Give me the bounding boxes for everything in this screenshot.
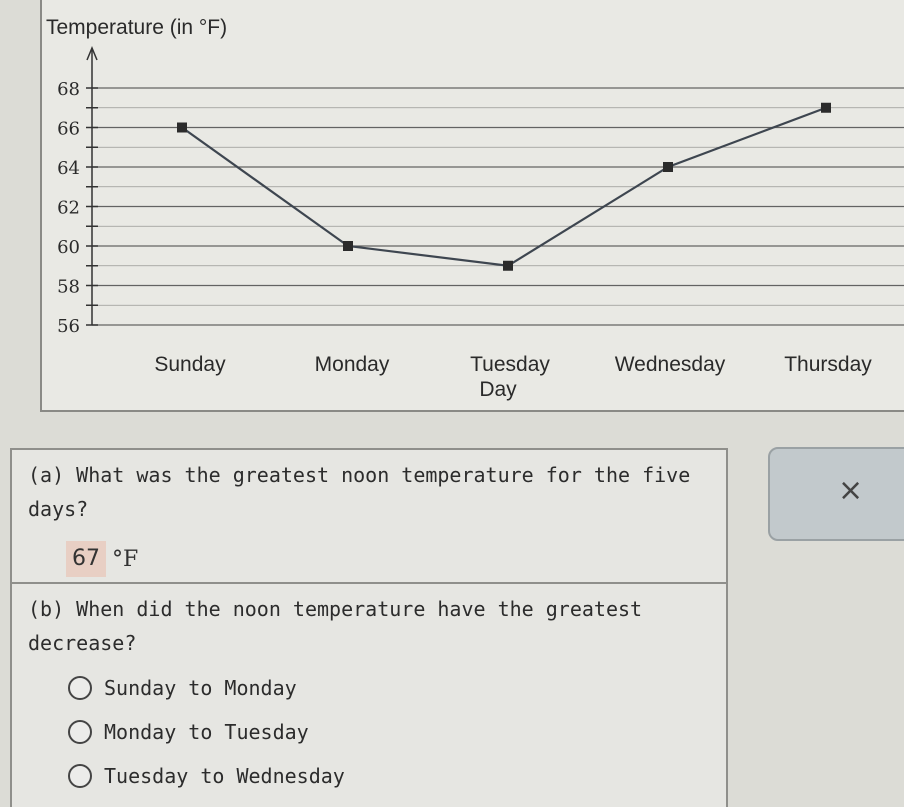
question-panel: [10, 448, 728, 807]
x-tick-label: Thursday: [784, 353, 872, 376]
close-icon[interactable]: ×: [838, 473, 864, 508]
radio-button[interactable]: [68, 764, 92, 788]
radio-button[interactable]: [68, 720, 92, 744]
side-widget[interactable]: [768, 447, 904, 541]
y-tick-label: 66: [57, 118, 80, 140]
option-sunday-to-monday[interactable]: [68, 676, 297, 700]
data-point-wednesday: [663, 162, 673, 172]
radio-button[interactable]: [68, 676, 92, 700]
chart-title: Temperature (in °F): [46, 16, 228, 39]
y-tick-label: 56: [57, 316, 80, 337]
divider: [12, 582, 726, 584]
answer-row: [66, 540, 138, 578]
option-tuesday-to-wednesday[interactable]: [68, 764, 345, 788]
option-label: Tuesday to Wednesday: [104, 764, 345, 788]
data-point-thursday: [821, 103, 831, 113]
y-tick-label: 64: [57, 158, 80, 179]
x-tick-label: Tuesday: [470, 353, 550, 376]
question-b-text: (b) When did the noon temperature have the greatest: [28, 597, 643, 621]
x-tick-label: Wednesday: [614, 353, 726, 376]
y-tick-label: 60: [57, 237, 80, 258]
option-monday-to-tuesday[interactable]: [68, 720, 309, 744]
x-axis-label: Day: [479, 378, 517, 401]
option-label: Sunday to Monday: [104, 676, 297, 700]
question-a-text: (a) What was the greatest noon temperature for the five: [28, 463, 691, 487]
question-a-text-continued: days?: [28, 497, 89, 521]
answer-input[interactable]: 67: [66, 541, 106, 577]
option-label: Monday to Tuesday: [104, 720, 309, 744]
y-tick-label: 58: [57, 276, 80, 298]
x-tick-label: Sunday: [154, 353, 226, 376]
data-point-sunday: [177, 123, 187, 133]
question-b-text-continued: decrease?: [28, 631, 137, 655]
y-tick-label: 62: [57, 197, 80, 219]
data-point-tuesday: [503, 261, 513, 271]
x-tick-label: Monday: [314, 353, 390, 376]
y-tick-label: 68: [57, 79, 80, 100]
data-point-monday: [343, 241, 353, 251]
answer-unit: °F: [112, 546, 139, 572]
